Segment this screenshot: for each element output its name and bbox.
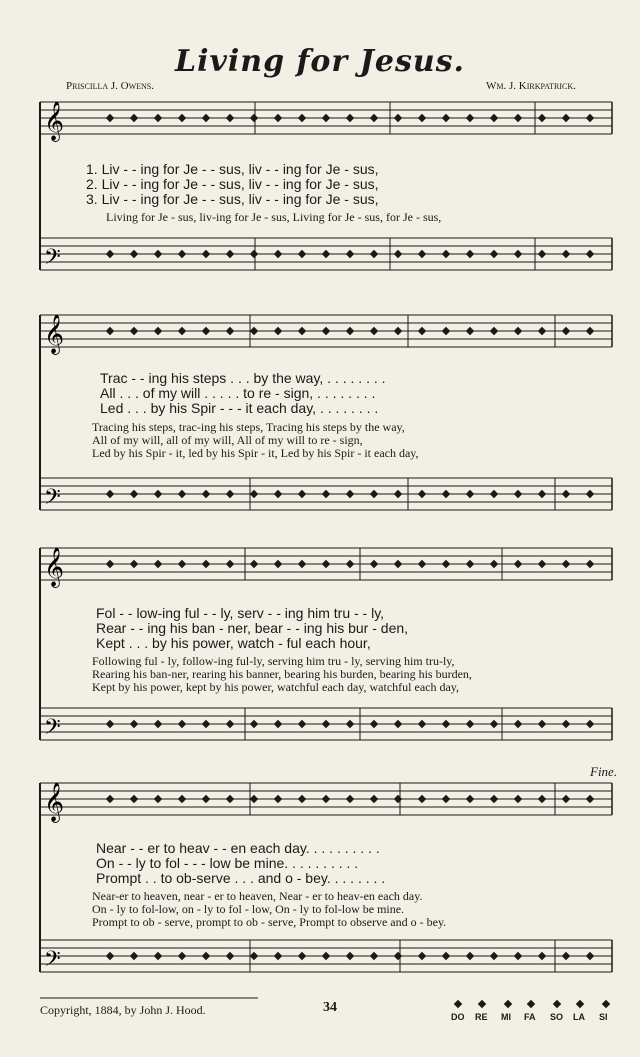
note-head <box>154 720 162 728</box>
note-head <box>154 560 162 568</box>
note-head <box>394 114 402 122</box>
note-head <box>322 327 330 335</box>
note-head <box>562 720 570 728</box>
note-head <box>346 114 354 122</box>
note-head <box>370 250 378 258</box>
note-head <box>298 720 306 728</box>
note-head <box>562 952 570 960</box>
note-head <box>322 560 330 568</box>
note-head <box>490 250 498 258</box>
solfege-si: SI <box>599 1012 608 1022</box>
note-head <box>576 1000 584 1008</box>
note-head <box>178 720 186 728</box>
note-head <box>602 1000 610 1008</box>
note-head <box>298 795 306 803</box>
note-head <box>562 560 570 568</box>
note-head <box>418 327 426 335</box>
echo-line: Prompt to ob - serve, prompt to ob - serve, Prompt to observe and o - bey. <box>92 915 447 929</box>
note-head <box>514 720 522 728</box>
note-head <box>154 327 162 335</box>
note-head <box>466 952 474 960</box>
echo-line: All of my will, all of my will, All of my will to re - sign, <box>92 433 363 447</box>
note-head <box>442 795 450 803</box>
bass-clef-icon: 𝄢 <box>44 715 61 745</box>
note-head <box>322 952 330 960</box>
verse-line: Near - - er to heav - - en each day. . . . . . . . . . <box>96 840 380 856</box>
note-head <box>527 1000 535 1008</box>
note-head <box>274 720 282 728</box>
echo-line: Near-er to heaven, near - er to heaven, Near - er to heav-en each day. <box>92 889 423 903</box>
note-head <box>154 795 162 803</box>
note-head <box>514 250 522 258</box>
note-head <box>562 490 570 498</box>
note-head <box>466 327 474 335</box>
bass-clef-icon: 𝄢 <box>44 245 61 275</box>
note-head <box>442 560 450 568</box>
note-head <box>298 327 306 335</box>
note-head <box>322 114 330 122</box>
note-head <box>562 795 570 803</box>
note-head <box>514 327 522 335</box>
note-head <box>586 250 594 258</box>
note-head <box>442 490 450 498</box>
note-head <box>202 952 210 960</box>
lyricist-credit: Priscilla J. Owens. <box>66 80 155 92</box>
note-head <box>274 114 282 122</box>
note-head <box>490 490 498 498</box>
verse-line: All . . . of my will . . . . . to re - sign, . . . . . . . . <box>100 385 376 401</box>
note-head <box>250 250 258 258</box>
note-head <box>202 490 210 498</box>
treble-clef-icon: 𝄞 <box>44 782 65 822</box>
note-head <box>130 795 138 803</box>
note-head <box>106 114 114 122</box>
note-head <box>490 327 498 335</box>
note-head <box>370 952 378 960</box>
note-head <box>442 952 450 960</box>
note-head <box>466 795 474 803</box>
echo-line: Led by his Spir - it, led by his Spir - it, Led by his Spir - it each day, <box>92 446 419 460</box>
note-head <box>490 560 498 568</box>
note-head <box>442 250 450 258</box>
note-head <box>454 1000 462 1008</box>
note-head <box>250 327 258 335</box>
note-head <box>154 490 162 498</box>
note-head <box>538 490 546 498</box>
verse-line: 1. Liv - - ing for Je - - sus, liv - - ing for Je - sus, <box>86 161 379 177</box>
note-head <box>202 327 210 335</box>
note-head <box>226 952 234 960</box>
note-head <box>106 560 114 568</box>
note-head <box>202 114 210 122</box>
note-head <box>394 952 402 960</box>
note-head <box>586 952 594 960</box>
note-head <box>298 114 306 122</box>
note-head <box>562 327 570 335</box>
note-head <box>202 250 210 258</box>
note-head <box>370 114 378 122</box>
note-head <box>418 952 426 960</box>
note-head <box>298 952 306 960</box>
note-head <box>466 114 474 122</box>
note-head <box>226 560 234 568</box>
echo-line: Tracing his steps, trac-ing his steps, Tracing his steps by the way, <box>92 420 405 434</box>
note-head <box>226 795 234 803</box>
verse-line: Fol - - low-ing ful - - ly, serv - - ing him tru - - ly, <box>96 605 385 621</box>
note-head <box>274 327 282 335</box>
treble-clef-icon: 𝄞 <box>44 547 65 587</box>
echo-line: On - ly to fol-low, on - ly to fol - low, On - ly to fol-low be mine. <box>92 902 405 916</box>
note-head <box>106 327 114 335</box>
treble-clef-icon: 𝄞 <box>44 314 65 354</box>
solfege-la: LA <box>573 1012 585 1022</box>
note-head <box>418 250 426 258</box>
note-head <box>250 795 258 803</box>
note-head <box>370 490 378 498</box>
page-number: 34 <box>323 1000 337 1015</box>
note-head <box>346 250 354 258</box>
verse-line: On - - ly to fol - - - low be mine. . . . . . . . . . <box>96 855 359 871</box>
note-head <box>586 795 594 803</box>
note-head <box>538 114 546 122</box>
note-head <box>130 327 138 335</box>
note-head <box>394 250 402 258</box>
note-head <box>514 560 522 568</box>
verse-line: Kept . . . by his power, watch - ful each hour, <box>96 635 371 651</box>
note-head <box>250 490 258 498</box>
bass-clef-icon: 𝄢 <box>44 947 61 977</box>
note-head <box>394 795 402 803</box>
note-head <box>322 795 330 803</box>
note-head <box>202 560 210 568</box>
note-head <box>466 720 474 728</box>
echo-line: Kept by his power, kept by his power, watchful each day, watchful each day, <box>92 680 460 694</box>
note-head <box>274 250 282 258</box>
note-head <box>346 327 354 335</box>
note-head <box>490 720 498 728</box>
note-head <box>250 560 258 568</box>
note-head <box>370 327 378 335</box>
note-head <box>178 952 186 960</box>
note-head <box>130 250 138 258</box>
note-head <box>226 490 234 498</box>
copyright-notice: Copyright, 1884, by John J. Hood. <box>40 1003 206 1017</box>
composer-credit: Wm. J. Kirkpatrick. <box>486 80 576 92</box>
note-head <box>418 114 426 122</box>
note-head <box>130 720 138 728</box>
note-head <box>538 250 546 258</box>
note-head <box>538 327 546 335</box>
note-head <box>442 327 450 335</box>
note-head <box>178 490 186 498</box>
note-head <box>514 490 522 498</box>
note-head <box>106 490 114 498</box>
note-head <box>178 327 186 335</box>
note-head <box>130 952 138 960</box>
solfege-re: RE <box>475 1012 488 1022</box>
note-head <box>130 114 138 122</box>
note-head <box>106 250 114 258</box>
verse-line: Prompt . . to ob-serve . . . and o - bey. . . . . . . . <box>96 870 386 886</box>
note-head <box>370 795 378 803</box>
verse-line: 2. Liv - - ing for Je - - sus, liv - - ing for Je - sus, <box>86 176 379 192</box>
note-head <box>130 490 138 498</box>
echo-line: Following ful - ly, follow-ing ful-ly, serving him tru - ly, serving him tru-ly, <box>92 654 455 668</box>
note-head <box>586 490 594 498</box>
note-head <box>106 952 114 960</box>
note-head <box>250 720 258 728</box>
note-head <box>394 490 402 498</box>
note-head <box>442 720 450 728</box>
note-head <box>346 952 354 960</box>
note-head <box>202 795 210 803</box>
note-head <box>466 560 474 568</box>
solfege-so: SO <box>550 1012 564 1022</box>
note-head <box>586 720 594 728</box>
note-head <box>298 560 306 568</box>
note-head <box>346 795 354 803</box>
solfege-mi: MI <box>501 1012 511 1022</box>
note-head <box>226 720 234 728</box>
note-head <box>226 327 234 335</box>
note-head <box>538 560 546 568</box>
note-head <box>538 952 546 960</box>
note-head <box>178 114 186 122</box>
note-head <box>202 720 210 728</box>
note-head <box>490 114 498 122</box>
note-head <box>346 490 354 498</box>
note-head <box>226 250 234 258</box>
note-head <box>538 720 546 728</box>
echo-line: Rearing his ban-ner, rearing his banner, bearing his burden, bearing his burden, <box>92 667 472 681</box>
note-head <box>490 952 498 960</box>
note-head <box>250 952 258 960</box>
note-head <box>466 490 474 498</box>
note-head <box>370 560 378 568</box>
note-head <box>346 720 354 728</box>
note-head <box>504 1000 512 1008</box>
note-head <box>478 1000 486 1008</box>
note-head <box>274 560 282 568</box>
note-head <box>154 952 162 960</box>
note-head <box>562 114 570 122</box>
verse-line: 3. Liv - - ing for Je - - sus, liv - - ing for Je - sus, <box>86 191 379 207</box>
note-head <box>346 560 354 568</box>
fine-marking: Fine. <box>590 764 618 779</box>
note-head <box>586 327 594 335</box>
note-head <box>178 560 186 568</box>
solfege-fa: FA <box>524 1012 536 1022</box>
note-head <box>106 720 114 728</box>
note-head <box>178 795 186 803</box>
note-head <box>514 114 522 122</box>
note-head <box>178 250 186 258</box>
note-head <box>466 250 474 258</box>
verse-line: Trac - - ing his steps . . . by the way, . . . . . . . . <box>100 370 386 386</box>
note-head <box>106 795 114 803</box>
bass-clef-icon: 𝄢 <box>44 485 61 515</box>
note-head <box>322 250 330 258</box>
note-head <box>394 327 402 335</box>
note-head <box>418 720 426 728</box>
echo-line: Living for Je - sus, liv-ing for Je - sus, Living for Je - sus, for Je - sus, <box>106 210 442 224</box>
note-head <box>418 560 426 568</box>
note-head <box>586 114 594 122</box>
note-head <box>562 250 570 258</box>
note-head <box>298 250 306 258</box>
note-head <box>298 490 306 498</box>
note-head <box>586 560 594 568</box>
note-head <box>370 720 378 728</box>
note-head <box>322 720 330 728</box>
note-head <box>442 114 450 122</box>
note-head <box>154 250 162 258</box>
solfege-do: DO <box>451 1012 465 1022</box>
treble-clef-icon: 𝄞 <box>44 101 65 141</box>
note-head <box>130 560 138 568</box>
note-head <box>274 490 282 498</box>
note-head <box>418 490 426 498</box>
note-head <box>514 795 522 803</box>
note-head <box>274 952 282 960</box>
verse-line: Rear - - ing his ban - ner, bear - - ing his bur - den, <box>96 620 409 636</box>
hymn-title: Living for Jesus. <box>174 44 466 79</box>
verse-line: Led . . . by his Spir - - - it each day, . . . . . . . . <box>100 400 379 416</box>
note-head <box>418 795 426 803</box>
note-head <box>553 1000 561 1008</box>
note-head <box>322 490 330 498</box>
note-head <box>250 114 258 122</box>
note-head <box>394 720 402 728</box>
note-head <box>538 795 546 803</box>
note-head <box>490 795 498 803</box>
note-head <box>514 952 522 960</box>
note-head <box>274 795 282 803</box>
note-head <box>226 114 234 122</box>
note-head <box>154 114 162 122</box>
note-head <box>394 560 402 568</box>
